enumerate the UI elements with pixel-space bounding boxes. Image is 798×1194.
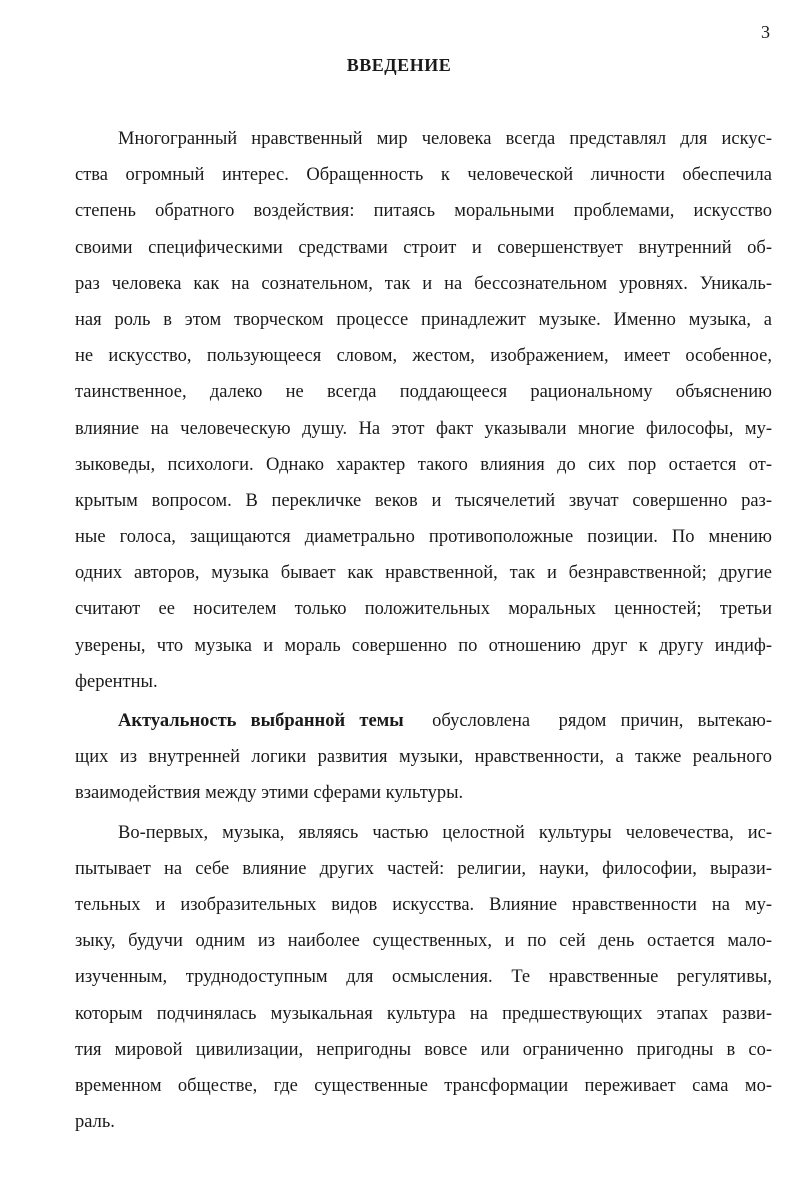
text-line: считают ее носителем только положительных моральных ценностей; третьи: [75, 599, 772, 620]
text-line: ства огромный интерес. Обращенность к человеческой личности обеспечила: [75, 165, 772, 186]
text-line: щих из внутренней логики развития музыки, нравственности, а также реального: [75, 747, 772, 768]
text-line: раль.: [75, 1112, 115, 1133]
text-line: Во-первых, музыка, являясь частью целостной культуры человечества, ис-: [118, 822, 772, 843]
text-line: таинственное, далеко не всегда поддающееся рациональному объяснению: [75, 382, 772, 403]
text-line: пытывает на себе влияние других частей: религии, науки, философии, вырази-: [75, 858, 772, 879]
text-line: которым подчинялась музыкальная культура на предшествующих этапах разви-: [75, 1003, 772, 1024]
text-line: зыку, будучи одним из наиболее существенных, и по сей день остается мало-: [75, 931, 772, 952]
paragraph-1: [75, 121, 772, 700]
text-line: крытым вопросом. В перекличке веков и тысячелетий звучат совершенно раз-: [75, 490, 772, 511]
text-line: ная роль в этом творческом процессе принадлежит музыке. Именно музыка, а: [75, 309, 772, 330]
text-line: степень обратного воздействия: питаясь моральными проблемами, искусство: [75, 201, 772, 222]
text-line: тия мировой цивилизации, непригодны вовсе или ограниченно пригодны в со-: [75, 1039, 772, 1060]
text-line: тельных и изобразительных видов искусства. Влияние нравственности на му-: [75, 894, 772, 915]
text-line: Многогранный нравственный мир человека всегда представлял для искус-: [118, 129, 772, 149]
paragraph-2: [75, 703, 772, 812]
text-line: взаимодействия между этими сферами культуры.: [75, 783, 464, 804]
text-line: изученным, труднодоступным для осмысления. Те нравственные регулятивы,: [75, 967, 772, 988]
page-title: ВВЕДЕНИЕ: [346, 55, 452, 75]
text-line: ные голоса, защищаются диаметрально противоположные позиции. По мнению: [75, 527, 772, 548]
text-line: раз человека как на сознательном, так и на бессознательном уровнях. Уникаль-: [75, 273, 772, 294]
text-line: влияние на человеческую душу. На этот факт указывали многие философы, му-: [75, 418, 772, 439]
body-text: [75, 121, 772, 1140]
bold-lead-phrase: Актуальность выбранной темы: [118, 711, 404, 731]
text-line: уверены, что музыка и мораль совершенно по отношению друг к другу индиф-: [75, 635, 772, 656]
text-run: обусловлена рядом причин, вытекаю-: [403, 711, 772, 731]
page-number: 3: [761, 22, 770, 42]
text-line: зыковеды, психологи. Однако характер такого влияния до сих пор остается от-: [75, 454, 772, 475]
paragraph-3: [75, 815, 772, 1141]
text-line: одних авторов, музыка бывает как нравственной, так и безнравственной; другие: [75, 563, 772, 584]
text-line: своими специфическими средствами строит и совершенствует внутренний об-: [75, 237, 772, 258]
text-line: ферентны.: [75, 671, 158, 692]
text-line: [75, 703, 772, 739]
text-line: не искусство, пользующееся словом, жестом, изображением, имеет особенное,: [75, 346, 772, 367]
text-line: временном обществе, где существенные трансформации переживает сама мо-: [75, 1075, 772, 1096]
